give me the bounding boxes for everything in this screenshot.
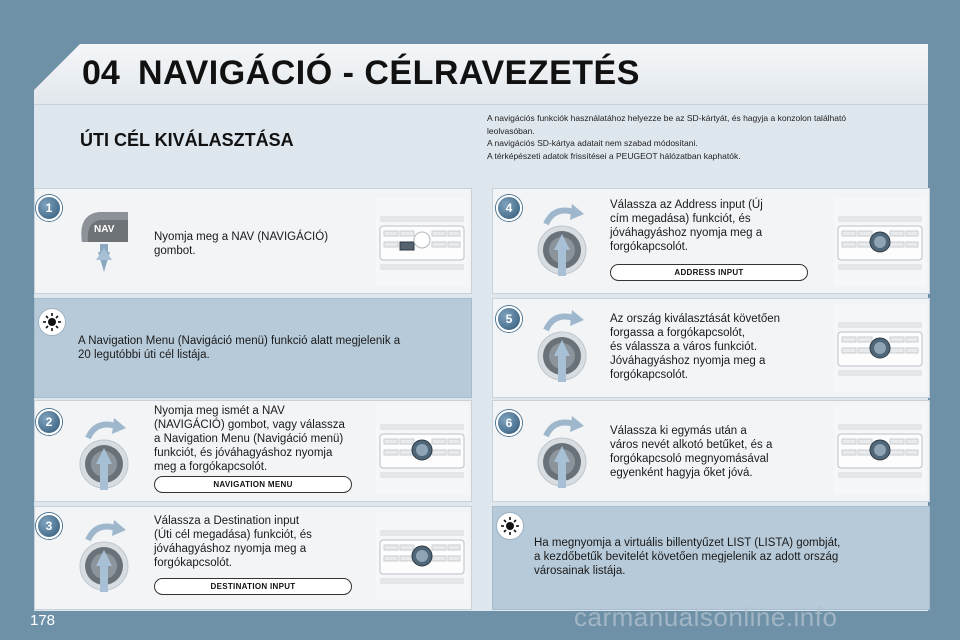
intro-line: A navigációs funkciók használatához helyezze be az SD-kártyát, és hagyja a konzolon található: [487, 113, 847, 123]
step-5-text: [610, 312, 780, 382]
text-line: forgókapcsolót.: [154, 557, 232, 569]
step-2-text: [154, 404, 345, 474]
step-6-badge: 6: [496, 410, 522, 436]
chapter-title: NAVIGÁCIÓ - CÉLRAVEZETÉS: [138, 54, 640, 92]
intro-line: A navigációs SD-kártya adatait nem szabad módosítani.: [487, 138, 698, 148]
text-line: városainak listája.: [534, 565, 626, 577]
text-line: Válassza ki egymás után a: [610, 425, 747, 437]
text-line: és válassza a város funkciót.: [610, 341, 758, 353]
console-panel-thumbnail: [834, 198, 926, 286]
text-line: város nevét alkotó betűket, és a: [610, 439, 773, 451]
step-3-badge: 3: [36, 513, 62, 539]
lightbulb-icon: [497, 513, 523, 539]
intro-text: [487, 112, 902, 162]
text-line: egyenként hagyja őket jóvá.: [610, 467, 753, 479]
text-line: funkciót, és jóváhagyáshoz nyomja: [154, 447, 333, 459]
header-fold-corner: [34, 44, 80, 90]
text-line: a kezdőbetűk bevitelét követően megjelenik az adott ország: [534, 551, 839, 563]
rotary-knob-icon: [76, 414, 136, 498]
lightbulb-icon: [39, 309, 65, 335]
chapter-number: 04: [82, 54, 120, 92]
console-panel-thumbnail: [376, 198, 468, 286]
text-line: Nyomja meg ismét a NAV: [154, 405, 285, 417]
page-number: 178: [30, 612, 56, 629]
navigation-menu-label: NAVIGATION MENU: [154, 476, 352, 493]
console-panel-thumbnail: [834, 304, 926, 392]
text-line: gombot.: [154, 245, 196, 257]
text-line: (NAVIGÁCIÓ) gombot, vagy válassza: [154, 419, 345, 431]
rotary-knob-icon: [534, 412, 594, 496]
destination-input-label: DESTINATION INPUT: [154, 578, 352, 595]
text-line: jóváhagyáshoz nyomja meg a: [610, 227, 763, 239]
text-line: Ha megnyomja a virtuális billentyűzet LIST (LISTA) gombját,: [534, 537, 841, 549]
text-line: 20 legutóbbi úti cél listája.: [78, 349, 210, 361]
step-6-text: [610, 424, 772, 480]
intro-line: A térképészeti adatok frissítései a PEUGEOT hálózatban kaphatók.: [487, 150, 741, 161]
address-input-label: ADDRESS INPUT: [610, 264, 808, 281]
info-2-badge: [496, 512, 524, 540]
step-1-text: [154, 230, 328, 258]
step-1-badge: 1: [36, 195, 62, 221]
rotary-knob-icon: [534, 306, 594, 390]
text-line: forgókapcsolót.: [610, 369, 688, 381]
console-panel-thumbnail: [834, 406, 926, 494]
text-line: meg a forgókapcsolót.: [154, 461, 268, 473]
info-1-badge: [38, 308, 66, 336]
console-panel-thumbnail: [376, 406, 468, 494]
watermark-text: carmanualsonline.info: [574, 602, 838, 632]
text-line: Válassza az Address input (Új: [610, 199, 763, 211]
nav-button-icon: [74, 208, 134, 274]
rotary-knob-icon: [534, 200, 594, 284]
nav-button-label: NAV: [94, 224, 115, 235]
rotary-knob-icon: [76, 516, 136, 600]
text-line: jóváhagyáshoz nyomja meg a: [154, 543, 307, 555]
text-line: Jóváhagyáshoz nyomja meg a: [610, 355, 766, 367]
intro-line: leolvasóban.: [487, 125, 535, 136]
text-line: Válassza a Destination input: [154, 515, 300, 527]
step-3-text: [154, 514, 312, 570]
info-1-text: [78, 334, 400, 362]
step-2-badge: 2: [36, 409, 62, 435]
text-line: cím megadása) funkciót, és: [610, 213, 751, 225]
step-5-badge: 5: [496, 306, 522, 332]
section-title: ÚTI CÉL KIVÁLASZTÁSA: [80, 130, 294, 150]
info-2-text: [534, 536, 840, 578]
text-line: a Navigation Menu (Navigáció menü): [154, 433, 344, 445]
step-4-badge: 4: [496, 195, 522, 221]
console-panel-thumbnail: [376, 512, 468, 600]
text-line: A Navigation Menu (Navigáció menü) funkció alatt megjelenik a: [78, 335, 401, 347]
text-line: forgassa a forgókapcsolót,: [610, 327, 745, 339]
step-4-text: [610, 198, 763, 254]
text-line: Az ország kiválasztását követően: [610, 313, 781, 325]
text-line: forgókapcsolót.: [610, 241, 688, 253]
text-line: Nyomja meg a NAV (NAVIGÁCIÓ): [154, 231, 329, 243]
text-line: forgókapcsoló megnyomásával: [610, 453, 769, 465]
text-line: (Úti cél megadása) funkciót, és: [154, 529, 312, 541]
